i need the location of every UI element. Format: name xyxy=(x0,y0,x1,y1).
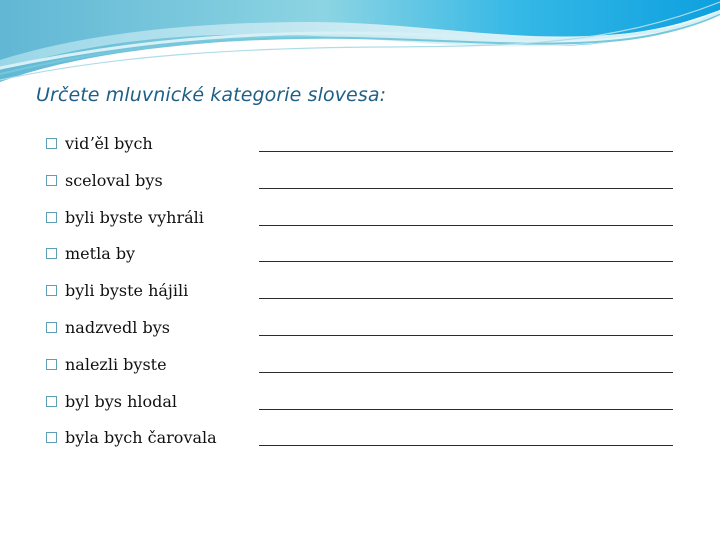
task-item xyxy=(46,384,676,421)
task-label: byli byste hájili xyxy=(65,281,189,301)
task-item xyxy=(46,310,676,347)
hollow-square-bullet-icon xyxy=(46,396,57,407)
task-item xyxy=(46,347,676,384)
answer-line xyxy=(259,225,673,226)
hollow-square-bullet-icon xyxy=(46,248,57,259)
task-label: byl bys hlodal xyxy=(65,391,178,411)
answer-line xyxy=(259,188,673,189)
hollow-square-bullet-icon xyxy=(46,432,57,443)
answer-line xyxy=(259,335,673,336)
task-label: byla bych čarovala xyxy=(65,428,217,448)
task-list xyxy=(46,126,676,457)
hollow-square-bullet-icon xyxy=(46,175,57,186)
task-label: nalezli byste xyxy=(65,354,167,374)
task-item xyxy=(46,273,676,310)
hollow-square-bullet-icon xyxy=(46,322,57,333)
task-label: nadzvedl bys xyxy=(65,317,170,337)
hollow-square-bullet-icon xyxy=(46,138,57,149)
task-label: sceloval bys xyxy=(65,170,163,190)
answer-line xyxy=(259,445,673,446)
page-title: Určete mluvnické kategorie slovesa: xyxy=(36,84,387,106)
task-label: byli byste vyhráli xyxy=(65,207,204,227)
task-item xyxy=(46,163,676,200)
hollow-square-bullet-icon xyxy=(46,285,57,296)
task-label: vidʼěl bych xyxy=(65,134,153,153)
header-wave-decoration xyxy=(0,0,720,90)
task-label: metla by xyxy=(65,244,136,264)
task-item xyxy=(46,420,676,457)
hollow-square-bullet-icon xyxy=(46,359,57,370)
hollow-square-bullet-icon xyxy=(46,212,57,223)
task-item xyxy=(46,126,676,163)
answer-line xyxy=(259,151,673,152)
task-item xyxy=(46,200,676,237)
answer-line xyxy=(259,261,673,262)
answer-line xyxy=(259,372,673,373)
answer-line xyxy=(259,298,673,299)
answer-line xyxy=(259,409,673,410)
task-item xyxy=(46,236,676,273)
